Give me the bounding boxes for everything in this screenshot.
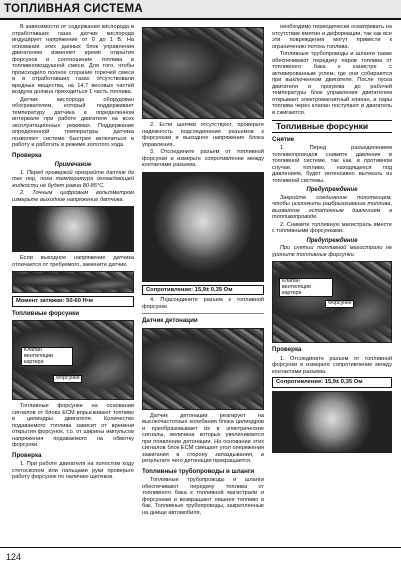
note-text: 1. Перед проверкой прогрейте датчик до тех пор, пока температура охлаждающей жидкости не будет равна 80-85°C. <box>12 169 134 189</box>
paragraph: 1. Отсоедините разъем от топливной форсунки и измерьте сопротивление между контактами разъема. <box>272 355 392 375</box>
column-1 <box>12 24 134 482</box>
engine-photo <box>272 261 392 343</box>
section-title: Топливные форсунки <box>272 120 392 133</box>
resistance-spec: Сопротивление: 15,9± 0,35 Ом <box>272 377 392 388</box>
paragraph: 1. При работе двигателя на холостом ходу стетоскопом или пальцами руки проверьте работу форсунок по наличию щелчков. <box>12 461 134 480</box>
section-heading: Проверка <box>12 151 42 159</box>
page-title: ТОПЛИВНАЯ СИСТЕМА <box>4 3 143 15</box>
torque-spec: Момент затяжки: 50-60 Н•м <box>12 296 134 307</box>
engine-photo <box>142 27 264 119</box>
paragraph: В зависимости от содержания кислорода в отработавших газах датчик кислорода индуцирует напряжение от 0 до 1 В. На основании этих данных блок управления двигателем изменяет время открытия форсунок и соотношение топлива в топливновоздушной смеси. Для того, чтобы происходило полное сгорание горючей смеси и в отработавших газах отсутствовали вредные вещества, на 14,7 весовых частей воздуха должна приходиться 1 часть топлива. <box>12 24 134 95</box>
page-number: 124 <box>6 552 22 562</box>
section-heading: Топливные форсунки <box>12 309 80 317</box>
photo-callout: Клапан вентиляции картера <box>21 347 73 366</box>
multimeter-photo <box>272 391 392 453</box>
paragraph: 4. Подсоедините разъем к топливной форсунке. <box>142 297 264 310</box>
multimeter-photo <box>142 172 264 282</box>
section-heading: Снятие <box>272 135 295 143</box>
column-3 <box>272 24 392 456</box>
paragraph: Топливные трубопроводы и шланги обеспечивают передачу топлива от топливного бака к топливной магистрали и форсункам и возвращают лишнее топливо в бак. Топливные трубопроводы, закрепленные на днище автомобиля, <box>142 477 264 516</box>
photo-callout: Форсунки <box>325 300 354 308</box>
photo-callout: Форсунки <box>53 375 82 383</box>
page-header <box>0 0 401 20</box>
column-2 <box>142 24 264 517</box>
warning-heading: Предупреждение <box>306 237 358 244</box>
section-heading: Проверка <box>272 346 302 353</box>
note-heading: Примечание <box>54 162 92 168</box>
paragraph: Топливные форсунки на основании сигналов от блока ECM впрыскивают топливо в цилиндры двигателя. Количество подаваемого топлива зависит от времени открытия форсунок, т.о. от ширины импульсов напряжения подаваемого на обмотку форсунки. <box>12 403 134 448</box>
knock-sensor-photo <box>142 328 264 410</box>
paragraph: 3. Отсоедините разъем от топливной форсунки и измерьте сопротивление между контактами разъема. <box>142 149 264 168</box>
warning-text: Закройте соединение полотенцем, чтобы исключить разбрызгивание топлива, вызванное остаточным давлением в топливопроводе. <box>272 194 392 220</box>
warning-heading: Предупреждение <box>306 187 358 193</box>
multimeter-photo <box>12 206 134 252</box>
section-heading: Топливные трубопроводы и шланги <box>142 467 255 475</box>
paragraph: Датчик детонации реагирует на высокочастотные колебания блока цилиндров и преобразовывает их в электрические сигналы, величина которых увеличивается при появлении детонации. На основании этих сигналов блок ECM смещает угол опережения зажигания в сторону запаздывания, в результате чего детонация прекращается. <box>142 412 264 464</box>
paragraph: Если выходное напряжение датчика отличается от требуемого, замените датчик. <box>12 255 134 268</box>
note-text: 2. Точным цифровым вольтметром измерьте выходное напряжение датчика. <box>12 190 134 203</box>
section-heading: Датчик детонации <box>142 317 198 324</box>
divider <box>142 313 264 314</box>
photo-callout: Клапан вентиляции картера <box>279 278 333 297</box>
warning-text: При снятии топливной магистрали не уроните топливные форсунки. <box>272 245 392 258</box>
paragraph: необходимо периодически осматривать на отсутствие вмятин и деформации, так как все эти повреждения могут привести к ограничению потока топлива. <box>272 24 392 50</box>
section-heading: Проверка <box>12 451 42 459</box>
resistance-spec: Сопротивление: 15,9± 0,35 Ом <box>142 285 264 296</box>
paragraph: 1. Перед разъединением топливопроводов снимите давление в топливной системе, так как, в противном случае, топливо, находящееся под давлением, будет интенсивно вытекать из топливной системы. <box>272 145 392 184</box>
sensor-photo <box>12 271 134 293</box>
engine-photo <box>12 320 134 400</box>
paragraph: Датчик кислорода оборудован обогревателем, который поддерживает температуру датчика в определенном интервале при работе двигателя на всех эксплуатационных режимах. Поддержание определенной температуры датчика позволяет системе быстрее включиться в работу и работать в режиме золотого хода. <box>12 96 134 148</box>
paragraph: Топливные трубопроводы и шланги также обеспечивают передачу паров топлива от топливного бака к канистре с активированным углем, где они собираются при выключенном двигателе. После пуска двигателя и прогрева до рабочей температуры блок управления двигателем открывает электромагнитный клапан, и пары топлива через клапан поступают в двигатель и сжигаются. <box>272 51 392 116</box>
paragraph: 2. Если щелчки отсутствуют, проверьте надежность подсоединения разъемов к форсункам и выходное напряжение блока управления. <box>142 122 264 148</box>
paragraph: 2. Снимите топливную магистраль вместе с топливными форсунками. <box>272 221 392 234</box>
footer-rule <box>0 547 401 548</box>
